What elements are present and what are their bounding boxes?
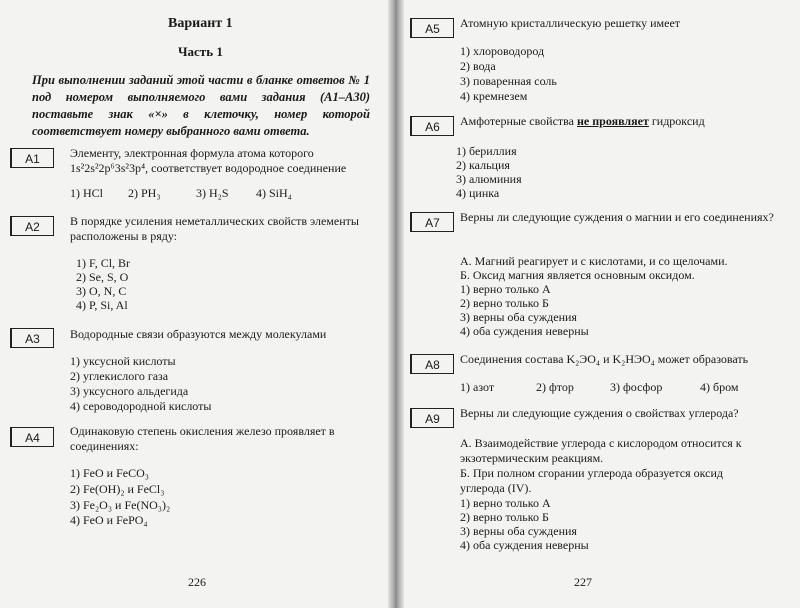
answer-option: 4) SiH₄	[256, 186, 292, 200]
question-text: Одинаковую степень окисления железо проявляет в соединениях:	[70, 424, 335, 453]
answer-option: 4) оба суждения неверны	[460, 324, 589, 338]
answer-option: 1) FeO и FeCO₃	[70, 466, 149, 480]
answer-option: 4) P, Si, Al	[76, 298, 128, 312]
answer-option: 3) фосфор	[610, 380, 663, 394]
answer-option: 1) хлороводород	[460, 44, 545, 58]
question-text: Водородные связи образуются между молекулами	[70, 327, 327, 341]
statement: А. Взаимодействие углерода с кислородом относится к экзотермическим реакциям.	[460, 436, 742, 465]
answer-option: 2) кальция	[456, 158, 510, 172]
answer-option: 2) верно только Б	[460, 296, 549, 310]
answer-option: 3) алюминия	[456, 172, 522, 186]
answer-option: 3) верны оба суждения	[460, 310, 577, 324]
question-number-box: A3	[10, 328, 54, 348]
page-number: 226	[188, 575, 206, 589]
right-page	[404, 0, 800, 608]
answer-option: 2) вода	[460, 59, 496, 73]
question-number-box: A9	[410, 408, 454, 428]
question-text: Верны ли следующие суждения о свойствах углерода?	[460, 406, 739, 420]
page-number: 227	[574, 575, 592, 589]
question-text-emphasis: не проявляет	[577, 114, 649, 128]
answer-option: 2) верно только Б	[460, 510, 549, 524]
answer-option: 3) H₂S	[196, 186, 229, 200]
answer-option: 2) PH₃	[128, 186, 161, 200]
question-number-box: A1	[10, 148, 54, 168]
answer-option: 1) верно только А	[460, 496, 551, 510]
part-title: Часть 1	[178, 44, 223, 59]
answer-option: 1) HCl	[70, 186, 103, 200]
answer-option: 4) кремнезем	[460, 89, 528, 103]
question-text: В порядке усиления неметаллических свойств элементы расположены в ряду:	[70, 214, 359, 243]
answer-option: 4) оба суждения неверны	[460, 538, 589, 552]
question-text: Верны ли следующие суждения о магнии и его соединениях?	[460, 210, 774, 224]
question-text: Соединения состава K₂ЭO₄ и K₂HЭO₄ может образовать	[460, 352, 749, 366]
question-number-box: A8	[410, 354, 454, 374]
statement: Б. Оксид магния является основным оксидом.	[460, 268, 695, 282]
answer-option: 4) FeO и FePO₄	[70, 513, 148, 527]
question-number-box: A4	[10, 427, 54, 447]
question-text: Атомную кристаллическую решетку имеет	[460, 16, 681, 30]
answer-option: 2) фтор	[536, 380, 574, 394]
answer-option: 3) уксусного альдегида	[70, 384, 189, 398]
book-gutter	[388, 0, 404, 608]
answer-option: 1) F, Cl, Br	[76, 256, 131, 270]
question-text-start: Амфотерные свойства	[460, 114, 577, 128]
question-text: Элементу, электронная формула атома которого 1s²2s²2p⁶3s²3p⁴, соответствует водородное соединение	[70, 146, 347, 175]
answer-option: 4) бром	[700, 380, 739, 394]
answer-option: 1) верно только А	[460, 282, 551, 296]
answer-option: 3) Fe₂O₃ и Fe(NO₃)₂	[70, 498, 171, 512]
answer-option: 1) бериллия	[456, 144, 517, 158]
question-text-end: гидроксид	[648, 114, 705, 128]
answer-option: 3) O, N, C	[76, 284, 127, 298]
left-page	[0, 0, 388, 608]
answer-option: 1) уксусной кислоты	[70, 354, 176, 368]
answer-option: 4) цинка	[456, 186, 500, 200]
question-number-box: A5	[410, 18, 454, 38]
answer-option: 2) углекислого газа	[70, 369, 169, 383]
answer-option: 3) поваренная соль	[460, 74, 557, 88]
question-number-box: A6	[410, 116, 454, 136]
variant-title: Вариант 1	[168, 16, 233, 31]
instructions: При выполнении заданий этой части в бланке ответов № 1 под номером выполняемого вами задания (А1–А30) поставьте знак «×» в клеточку, номер которой соответствует номеру выбранного вами ответа.	[32, 73, 370, 138]
answer-option: 4) сероводородной кислоты	[70, 399, 212, 413]
answer-option: 2) Fe(OH)₂ и FeCl₃	[70, 482, 165, 496]
statement: А. Магний реагирует и с кислотами, и со щелочами.	[460, 254, 728, 268]
answer-option: 1) азот	[460, 380, 495, 394]
statement: Б. При полном сгорании углерода образуется оксид углерода (IV).	[460, 466, 723, 495]
question-text	[460, 114, 790, 129]
question-number-box: A2	[10, 216, 54, 236]
question-number-box: A7	[410, 212, 454, 232]
answer-option: 2) Se, S, O	[76, 270, 129, 284]
answer-option: 3) верны оба суждения	[460, 524, 577, 538]
